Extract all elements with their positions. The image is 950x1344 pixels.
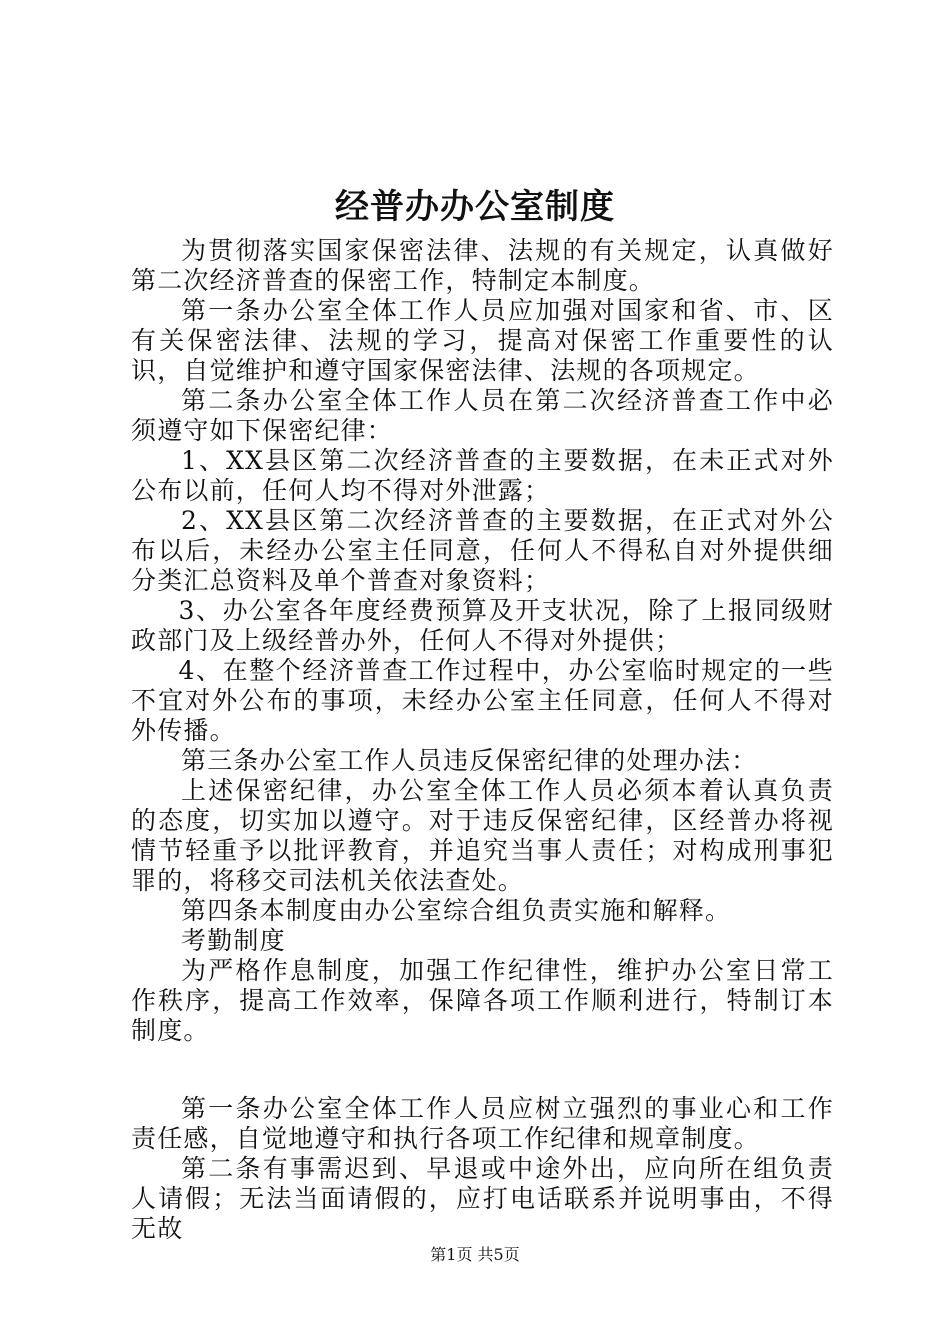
paragraph-item-1: 1、XX县区第二次经济普查的主要数据，在未正式对外公布以前，任何人均不得对外泄露； xyxy=(131,446,834,505)
paragraph-attendance-intro: 为严格作息制度，加强工作纪律性，维护办公室日常工作秩序，提高工作效率，保障各项工作顺利进行，特制订本制度。 xyxy=(131,956,834,1045)
paragraph-intro: 为贯彻落实国家保密法律、法规的有关规定，认真做好第二次经济普查的保密工作，特制定本制度。 xyxy=(131,236,834,295)
paragraph-item-4: 4、在整个经济普查工作过程中，办公室临时规定的一些不宜对外公布的事项，未经办公室主任同意，任何人不得对外传播。 xyxy=(131,656,834,745)
document-title: 经普办办公室制度 xyxy=(335,187,615,227)
paragraph-article-3: 第三条办公室工作人员违反保密纪律的处理办法： xyxy=(181,746,758,775)
paragraph-article-4: 第四条本制度由办公室综合组负责实施和解释。 xyxy=(181,896,732,925)
paragraph-item-2: 2、XX县区第二次经济普查的主要数据，在正式对外公布以后，未经办公室主任同意，任何人不得私自对外提供细分类汇总资料及单个普查对象资料； xyxy=(131,506,834,595)
paragraph-attendance-article-2: 第二条有事需迟到、早退或中途外出，应向所在组负责人请假；无法当面请假的，应打电话联系并说明事由，不得无故 xyxy=(131,1154,834,1243)
paragraph-item-3: 3、办公室各年度经费预算及开支状况，除了上报同级财政部门及上级经普办外，任何人不得对外提供； xyxy=(131,596,834,655)
document-body xyxy=(131,236,834,1244)
blank-line xyxy=(131,1046,834,1094)
paragraph-attendance-article-1: 第一条办公室全体工作人员应树立强烈的事业心和工作责任感，自觉地遵守和执行各项工作纪律和规章制度。 xyxy=(131,1094,834,1153)
paragraph-article-1: 第一条办公室全体工作人员应加强对国家和省、市、区有关保密法律、法规的学习，提高对保密工作重要性的认识，自觉维护和遵守国家保密法律、法规的各项规定。 xyxy=(131,296,834,385)
page-footer: 第1页 共5页 xyxy=(430,1245,520,1264)
paragraph-article-2: 第二条办公室全体工作人员在第二次经济普查工作中必须遵守如下保密纪律： xyxy=(131,386,834,445)
paragraph-discipline: 上述保密纪律，办公室全体工作人员必须本着认真负责的态度，切实加以遵守。对于违反保密纪律，区经普办将视情节轻重予以批评教育，并追究当事人责任；对构成刑事犯罪的，将移交司法机关依法查处。 xyxy=(131,776,834,895)
section-heading-attendance: 考勤制度 xyxy=(181,926,286,955)
